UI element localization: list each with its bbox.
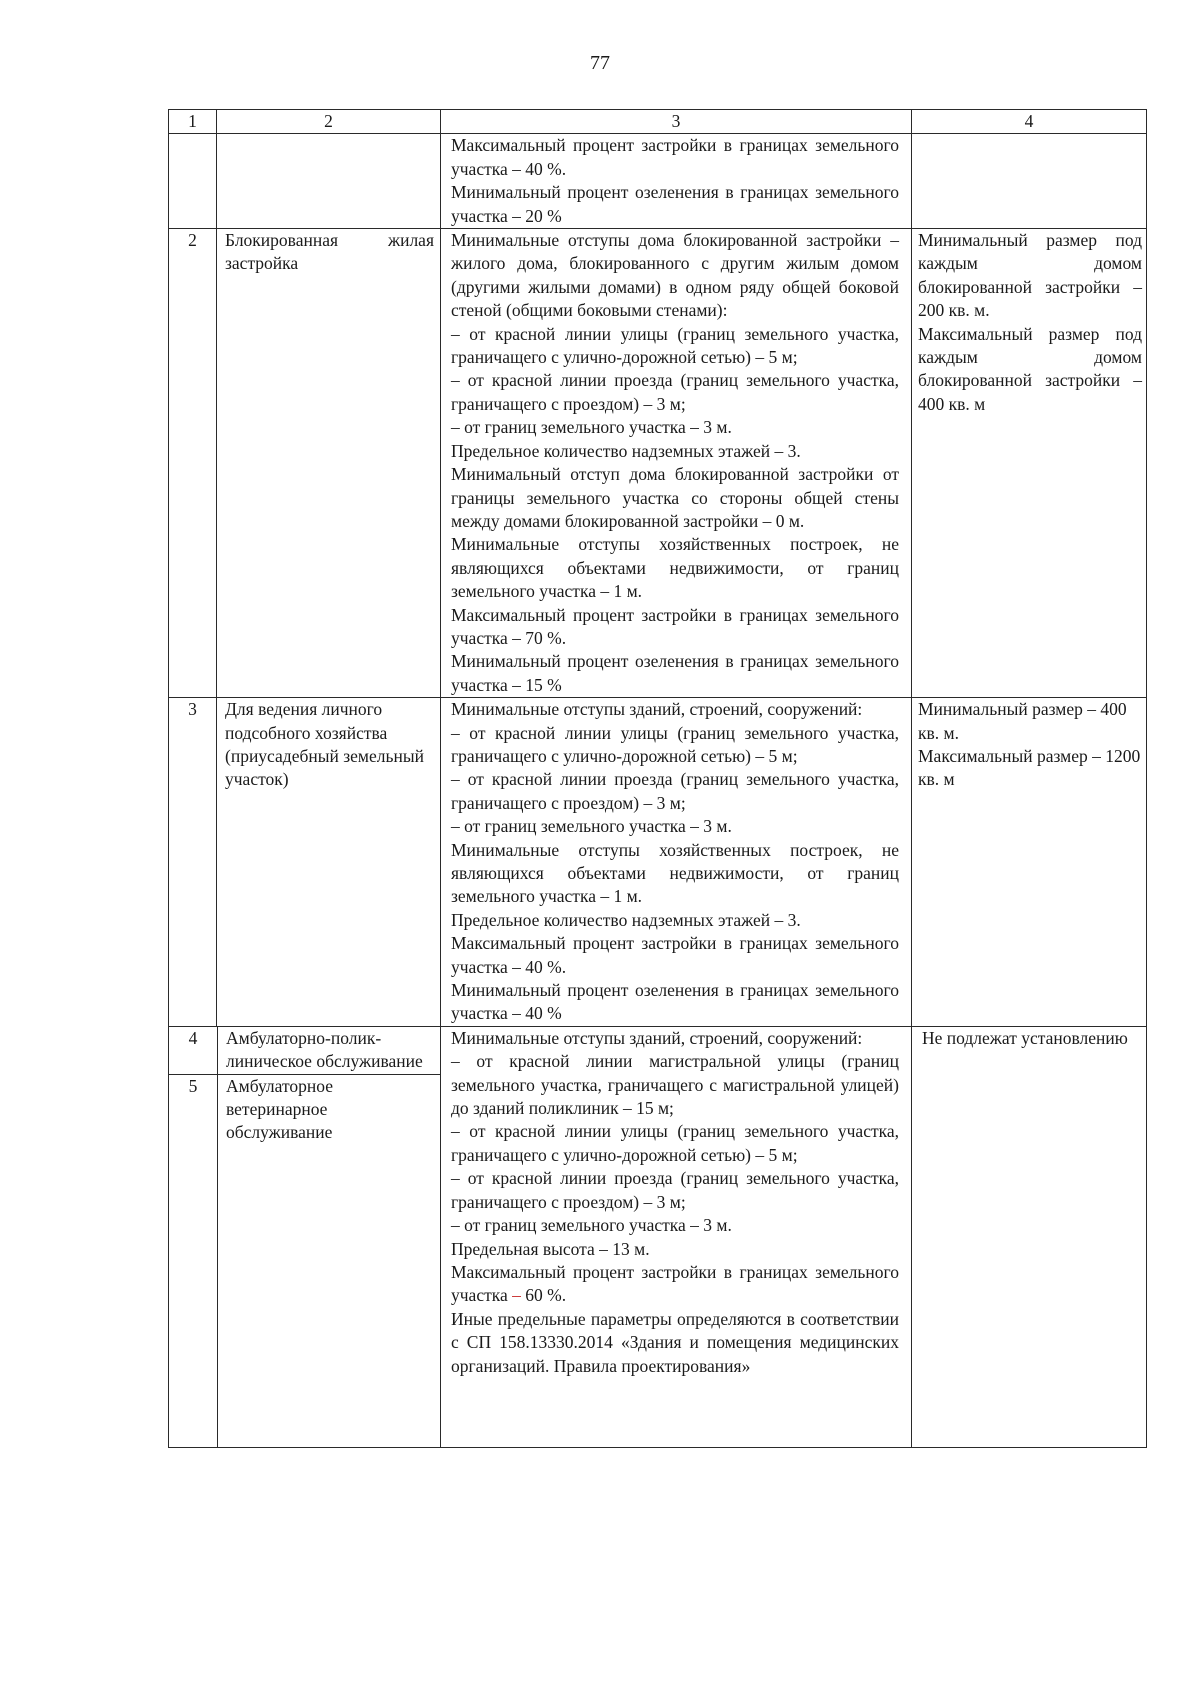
sub-row-5 xyxy=(169,1074,440,1447)
plot-size-cell xyxy=(912,698,1147,1027)
use-type-name: Амбулаторное ветеринарное обслуживание xyxy=(218,1074,441,1447)
parameter-line: – от красной линии проезда (границ земельного участка, граничащего с проездом) – 3 м; xyxy=(451,769,899,813)
row-number: 2 xyxy=(169,229,217,698)
parameter-line: Минимальный процент озеленения в границах земельного участка – 15 % xyxy=(451,651,899,695)
parameter-line: – от красной линии улицы (границ земельного участка, граничащего с улично-дорожной сетью) – 5 м; xyxy=(451,722,899,766)
table-header-row xyxy=(169,110,1147,134)
parameter-line: – от красной линии улицы (границ земельного участка, граничащего с улично-дорожной сетью) – 5 м; xyxy=(451,1121,899,1165)
size-line: Минимальный размер под каждым домом блокированной застройки – 200 кв. м. xyxy=(918,230,1142,321)
use-type-name: Для ведения личного подсобного хозяйства (приусадебный земельный участок) xyxy=(217,698,441,1027)
size-line: Максимальный размер под каждым домом блокированной застройки – 400 кв. м xyxy=(918,323,1142,414)
parameter-line: – от границ земельного участка – 3 м. xyxy=(451,1215,732,1236)
parameter-line: Минимальные отступы зданий, строений, сооружений: xyxy=(451,1027,863,1048)
merged-number-name-cell xyxy=(169,1026,441,1447)
table-row-3 xyxy=(169,698,1147,1027)
parameter-line: Минимальный процент озеленения в границах земельного участка – 40 % xyxy=(451,980,899,1024)
table-row-continued xyxy=(169,134,1147,229)
parameter-line: – от границ земельного участка – 3 м. xyxy=(451,417,732,438)
header-col-4: 4 xyxy=(912,110,1147,134)
plot-size-cell: Не подлежат установлению xyxy=(912,1026,1147,1447)
parameter-line: Предельное количество надземных этажей – 3. xyxy=(451,909,801,930)
parameter-line: Минимальный процент озеленения в границах земельного участка – 20 % xyxy=(451,182,899,226)
parameter-line: Иные предельные параметры определяются в соответствии с СП 158.13330.2014 «Здания и помещения медицинских организаций. Правила проектирования» xyxy=(451,1308,899,1376)
sub-rows xyxy=(169,1027,440,1447)
parameters-cell xyxy=(441,698,912,1027)
table-row-4-5 xyxy=(169,1026,1147,1447)
parameter-line xyxy=(451,1261,899,1308)
parameter-line: Минимальные отступы хозяйственных построек, не являющихся объектами недвижимости, от границ земельного участка – 1 м. xyxy=(451,839,899,907)
land-use-table xyxy=(168,109,1147,1448)
plot-size-cell xyxy=(912,229,1147,698)
size-line: Максимальный размер – 1200 кв. м xyxy=(918,745,1141,790)
size-line: Минимальный размер – 400 кв. м. xyxy=(918,699,1127,743)
parameter-line: Минимальные отступы дома блокированной застройки – жилого дома, блокированного с другим жилым домом (другими жилыми домами) в одном ряду общей боковой стеной (общими боковыми стенами): xyxy=(451,230,899,321)
header-col-2: 2 xyxy=(217,110,441,134)
parameter-line: Максимальный процент застройки в границах земельного участка – 40 %. xyxy=(451,933,899,977)
table-row-2 xyxy=(169,229,1147,698)
header-col-3: 3 xyxy=(441,110,912,134)
sub-row-4 xyxy=(169,1027,440,1074)
parameter-line: – от границ земельного участка – 3 м. xyxy=(451,816,732,837)
use-type-name: Блокированная жилая застройка xyxy=(217,229,441,698)
page-number: 77 xyxy=(590,52,610,74)
plot-size-cell xyxy=(912,134,1147,229)
red-dash: – xyxy=(507,1285,526,1306)
parameter-line: Предельное количество надземных этажей – 3. xyxy=(451,440,801,461)
parameters-cell xyxy=(441,1026,912,1447)
use-type-name: Амбулаторно-полик-линическое обслуживание xyxy=(226,1027,423,1072)
pct-value: 60 %. xyxy=(525,1285,567,1306)
row-number: 4 xyxy=(169,1027,218,1074)
parameter-line: Максимальный процент застройки в границах земельного участка – 40 %. xyxy=(451,135,899,179)
row-number: 3 xyxy=(169,698,217,1027)
row-number: 5 xyxy=(169,1074,218,1447)
parameter-line: Предельная высота – 13 м. xyxy=(451,1238,650,1259)
header-col-1: 1 xyxy=(169,110,217,134)
parameters-cell xyxy=(441,134,912,229)
parameter-line: – от красной линии улицы (границ земельного участка, граничащего с улично-дорожной сетью) – 5 м; xyxy=(451,323,899,368)
parameter-line: – от красной линии проезда (границ земельного участка, граничащего с проездом) – 3 м; xyxy=(451,1168,899,1212)
parameter-line: Минимальные отступы зданий, строений, сооружений: xyxy=(451,699,863,720)
use-type-name xyxy=(217,134,441,229)
parameters-cell xyxy=(441,229,912,698)
row-number xyxy=(169,134,217,229)
pct-text: Максимальный процент застройки в границах земельного участка xyxy=(451,1261,899,1306)
parameter-line: Минимальные отступы хозяйственных построек, не являющихся объектами недвижимости, от границ земельного участка – 1 м. xyxy=(451,534,899,602)
parameter-line: – от красной линии магистральной улицы (границ земельного участка, граничащего с магистральной улицей) до зданий поликлиник – 15 м; xyxy=(451,1051,899,1119)
parameter-line: Минимальный отступ дома блокированной застройки от границы земельного участка со стороны общей стены между домами блокированной застройки – 0 м. xyxy=(451,464,899,531)
parameter-line: Максимальный процент застройки в границах земельного участка – 70 %. xyxy=(451,604,899,648)
parameter-line: – от красной линии проезда (границ земельного участка, граничащего с проездом) – 3 м; xyxy=(451,370,899,414)
